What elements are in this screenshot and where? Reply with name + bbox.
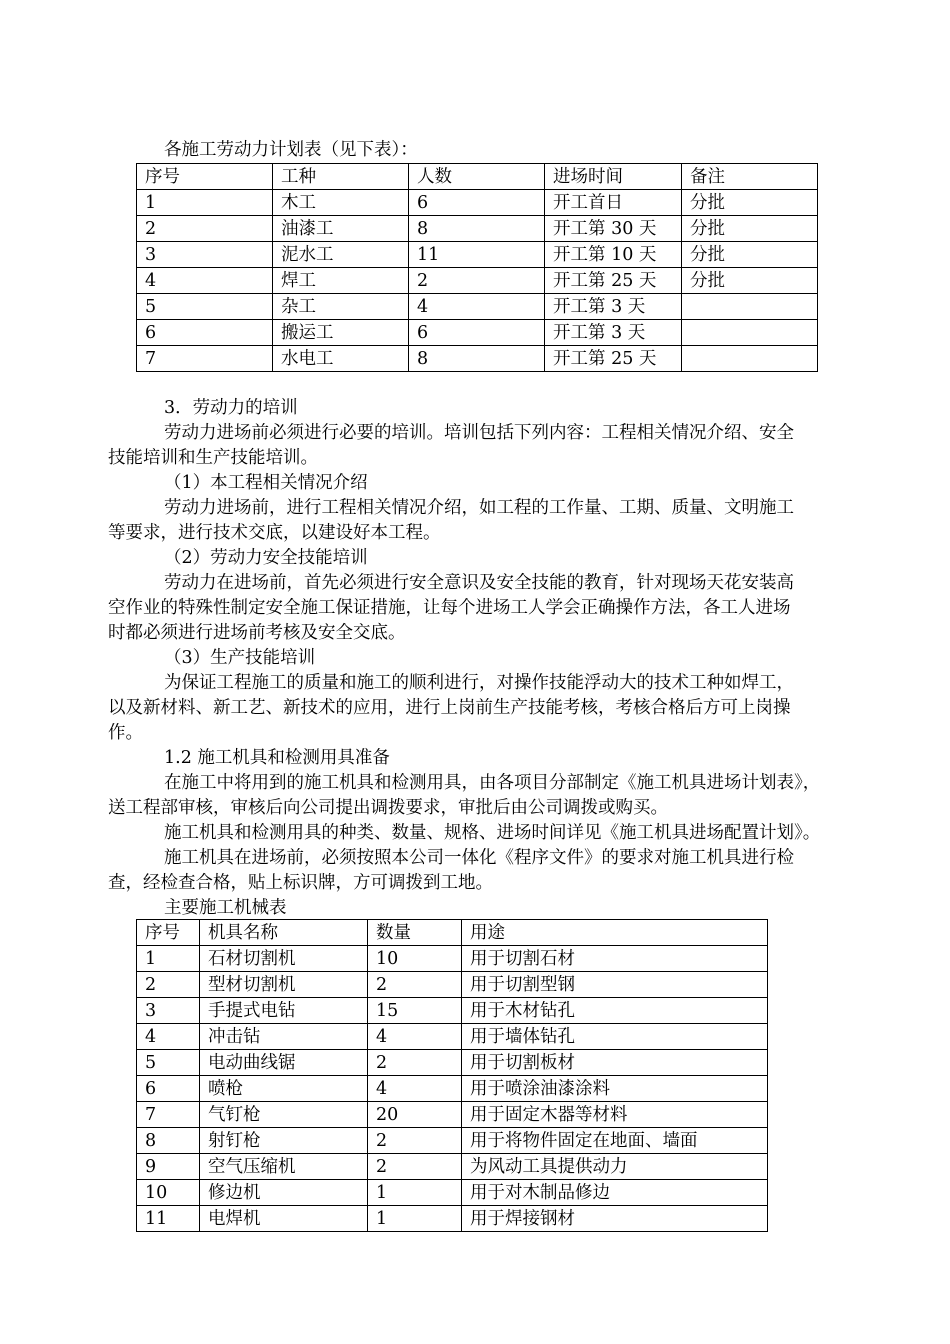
machine-table-cell: 用于喷涂油漆涂料	[462, 1076, 768, 1102]
labor-table-cell: 油漆工	[273, 216, 409, 242]
training-sub2-line-3: 时都必须进行进场前考核及安全交底。	[108, 623, 406, 643]
training-sub3-line-3: 作。	[108, 723, 143, 743]
labor-table-cell: 8	[409, 216, 545, 242]
machine-table-row	[137, 1128, 768, 1154]
labor-table-row	[137, 294, 818, 320]
labor-table-cell: 搬运工	[273, 320, 409, 346]
machine-table-cell: 4	[368, 1076, 462, 1102]
labor-table-cell: 6	[137, 320, 273, 346]
labor-table-cell	[682, 294, 818, 320]
labor-table-header-cell: 备注	[682, 164, 818, 190]
labor-table-header-cell: 工种	[273, 164, 409, 190]
labor-table-cell: 杂工	[273, 294, 409, 320]
labor-table-cell: 分批	[682, 216, 818, 242]
labor-table-cell: 开工第 10 天	[545, 242, 682, 268]
labor-table-cell: 3	[137, 242, 273, 268]
labor-table-cell	[682, 346, 818, 372]
machine-table-row	[137, 1076, 768, 1102]
labor-table-cell: 开工第 3 天	[545, 320, 682, 346]
equipment-para1-line-1: 在施工中将用到的施工机具和检测用具，由各项目分部制定《施工机具进场计划表》，	[164, 773, 821, 793]
machine-table-row	[137, 972, 768, 998]
machine-table-cell: 8	[137, 1128, 200, 1154]
machine-table-row	[137, 1050, 768, 1076]
equipment-para2: 施工机具和检测用具的种类、数量、规格、进场时间详见《施工机具进场配置计划》。	[164, 823, 821, 843]
labor-table-cell: 4	[137, 268, 273, 294]
machine-table-cell: 用于焊接钢材	[462, 1206, 768, 1232]
training-sub3-title: （3）生产技能培训	[164, 648, 316, 668]
machine-table-cell: 11	[137, 1206, 200, 1232]
labor-table-row	[137, 268, 818, 294]
machine-table-row	[137, 1180, 768, 1206]
labor-table-cell: 分批	[682, 190, 818, 216]
equipment-para3-line-1: 施工机具在进场前，必须按照本公司一体化《程序文件》的要求对施工机具进行检	[164, 848, 794, 868]
machine-table-cell: 手提式电钻	[200, 998, 368, 1024]
labor-table-cell: 8	[409, 346, 545, 372]
training-heading: 3．劳动力的培训	[164, 398, 298, 418]
labor-table-caption: 各施工劳动力计划表（见下表）：	[164, 140, 418, 160]
machine-table-cell: 用于对木制品修边	[462, 1180, 768, 1206]
labor-table-cell: 分批	[682, 268, 818, 294]
machine-table-row	[137, 1154, 768, 1180]
machine-table-cell: 4	[368, 1024, 462, 1050]
machine-table-header-cell: 数量	[368, 920, 462, 946]
machine-table-row	[137, 946, 768, 972]
machine-table-cell: 射钉枪	[200, 1128, 368, 1154]
labor-table-cell: 5	[137, 294, 273, 320]
machine-table-cell: 2	[368, 1154, 462, 1180]
labor-plan-table	[136, 163, 818, 372]
machine-table-cell: 1	[137, 946, 200, 972]
machine-table-cell: 用于木材钻孔	[462, 998, 768, 1024]
training-sub1-line-1: 劳动力进场前，进行工程相关情况介绍，如工程的工作量、工期、质量、文明施工	[164, 498, 794, 518]
machine-table-row	[137, 1102, 768, 1128]
machine-table-header-cell: 用途	[462, 920, 768, 946]
labor-table-header-cell: 进场时间	[545, 164, 682, 190]
machine-table-header-cell: 序号	[137, 920, 200, 946]
machine-table-cell: 1	[368, 1180, 462, 1206]
machine-table-cell: 石材切割机	[200, 946, 368, 972]
machine-table-cell: 10	[137, 1180, 200, 1206]
equipment-para1-line-2: 送工程部审核，审核后向公司提出调拨要求，审批后由公司调拨或购买。	[108, 798, 668, 818]
labor-table-row	[137, 346, 818, 372]
machine-table-cell: 1	[368, 1206, 462, 1232]
machine-table-cell: 用于固定木器等材料	[462, 1102, 768, 1128]
labor-table-header-row	[137, 164, 818, 190]
machine-table-caption: 主要施工机械表	[164, 898, 287, 918]
machine-table-cell: 2	[368, 1050, 462, 1076]
labor-table-header-cell: 人数	[409, 164, 545, 190]
machine-table-cell: 2	[368, 1128, 462, 1154]
labor-table-cell: 11	[409, 242, 545, 268]
training-sub3-line-1: 为保证工程施工的质量和施工的顺利进行，对操作技能浮动大的技术工种如焊工，	[164, 673, 794, 693]
machine-table-cell: 修边机	[200, 1180, 368, 1206]
machine-table-cell: 15	[368, 998, 462, 1024]
machine-table-cell: 喷枪	[200, 1076, 368, 1102]
training-intro-line-1: 劳动力进场前必须进行必要的培训。培训包括下列内容：工程相关情况介绍、安全	[164, 423, 794, 443]
training-intro-line-2: 技能培训和生产技能培训。	[108, 448, 318, 468]
labor-table-row	[137, 320, 818, 346]
machine-table-cell: 10	[368, 946, 462, 972]
machine-table-row	[137, 998, 768, 1024]
machine-table-cell: 7	[137, 1102, 200, 1128]
machine-table-cell: 气钉枪	[200, 1102, 368, 1128]
training-sub1-title: （1）本工程相关情况介绍	[164, 473, 368, 493]
machine-table-cell: 5	[137, 1050, 200, 1076]
machine-table-cell: 用于墙体钻孔	[462, 1024, 768, 1050]
labor-table-cell: 开工首日	[545, 190, 682, 216]
labor-table-row	[137, 242, 818, 268]
equipment-para3-line-2: 查，经检查合格，贴上标识牌，方可调拨到工地。	[108, 873, 493, 893]
training-sub3-line-2: 以及新材料、新工艺、新技术的应用，进行上岗前生产技能考核，考核合格后方可上岗操	[108, 698, 791, 718]
machine-table-cell: 用于切割板材	[462, 1050, 768, 1076]
training-sub1-line-2: 等要求，进行技术交底，以建设好本工程。	[108, 523, 441, 543]
labor-table-cell: 泥水工	[273, 242, 409, 268]
labor-table-cell: 2	[137, 216, 273, 242]
labor-table-cell: 4	[409, 294, 545, 320]
labor-table-cell: 6	[409, 190, 545, 216]
machine-table-cell: 电动曲线锯	[200, 1050, 368, 1076]
machine-table-row	[137, 1206, 768, 1232]
machine-table-cell: 9	[137, 1154, 200, 1180]
training-sub2-line-1: 劳动力在进场前，首先必须进行安全意识及安全技能的教育，针对现场天花安装高	[164, 573, 794, 593]
labor-table-cell: 水电工	[273, 346, 409, 372]
machine-table-cell: 6	[137, 1076, 200, 1102]
machine-table-cell: 空气压缩机	[200, 1154, 368, 1180]
machine-table-cell: 4	[137, 1024, 200, 1050]
machine-table-cell: 型材切割机	[200, 972, 368, 998]
equipment-heading: 1.2 施工机具和检测用具准备	[164, 748, 390, 768]
machine-table-cell: 电焊机	[200, 1206, 368, 1232]
machine-table-cell: 2	[368, 972, 462, 998]
labor-table-cell: 木工	[273, 190, 409, 216]
labor-table-cell: 6	[409, 320, 545, 346]
labor-table-row	[137, 216, 818, 242]
machine-table-header-row	[137, 920, 768, 946]
labor-table-cell: 7	[137, 346, 273, 372]
machine-table-row	[137, 1024, 768, 1050]
labor-table-cell: 开工第 25 天	[545, 346, 682, 372]
labor-table-row	[137, 190, 818, 216]
machine-table-cell: 用于将物件固定在地面、墙面	[462, 1128, 768, 1154]
machine-table-cell: 3	[137, 998, 200, 1024]
machine-table-cell: 2	[137, 972, 200, 998]
labor-table-cell: 开工第 30 天	[545, 216, 682, 242]
labor-table-cell: 焊工	[273, 268, 409, 294]
machine-table-cell: 20	[368, 1102, 462, 1128]
machine-table-cell: 冲击钻	[200, 1024, 368, 1050]
labor-table-header-cell: 序号	[137, 164, 273, 190]
labor-table-cell: 开工第 3 天	[545, 294, 682, 320]
labor-table-cell: 分批	[682, 242, 818, 268]
machine-table-cell: 为风动工具提供动力	[462, 1154, 768, 1180]
training-sub2-title: （2）劳动力安全技能培训	[164, 548, 368, 568]
labor-table-cell	[682, 320, 818, 346]
training-sub2-line-2: 空作业的特殊性制定安全施工保证措施，让每个进场工人学会正确操作方法，各工人进场	[108, 598, 791, 618]
machine-table-cell: 用于切割型钢	[462, 972, 768, 998]
machine-table	[136, 919, 768, 1232]
machine-table-header-cell: 机具名称	[200, 920, 368, 946]
labor-table-cell: 开工第 25 天	[545, 268, 682, 294]
machine-table-cell: 用于切割石材	[462, 946, 768, 972]
labor-table-cell: 2	[409, 268, 545, 294]
labor-table-cell: 1	[137, 190, 273, 216]
